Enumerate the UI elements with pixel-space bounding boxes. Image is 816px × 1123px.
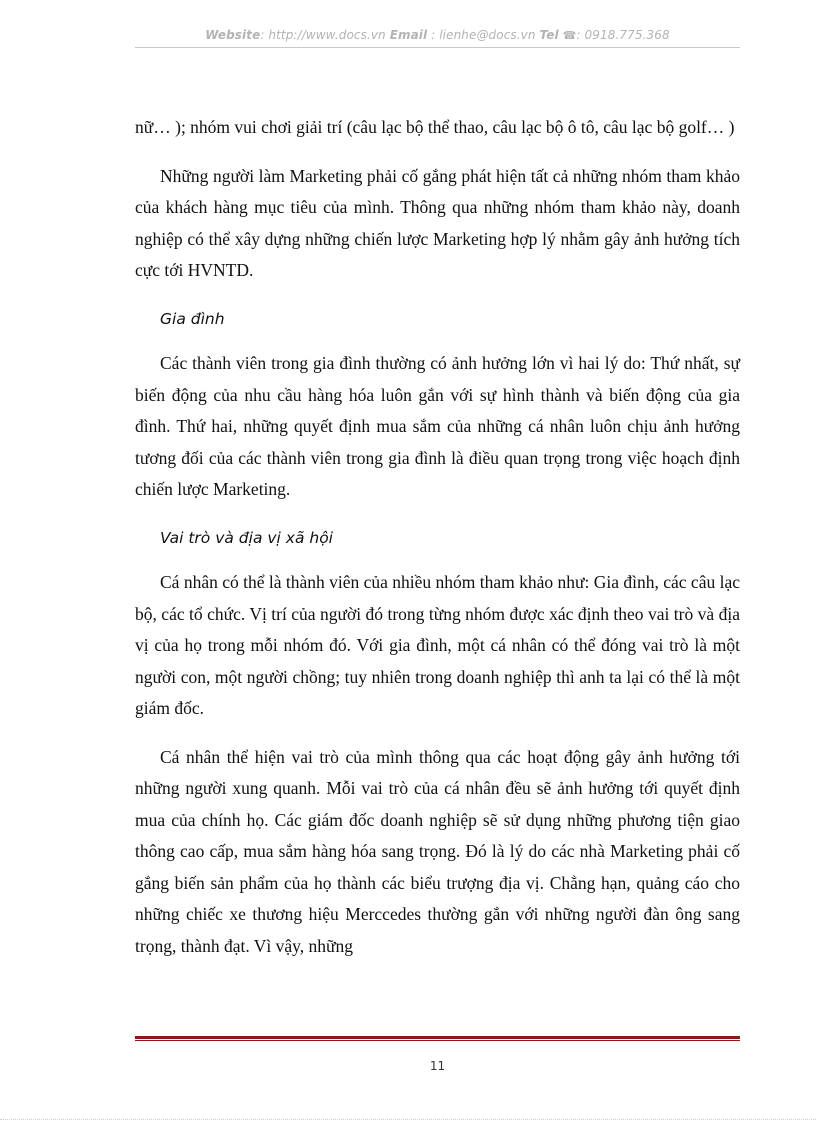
email-label: Email (389, 28, 428, 42)
document-body (135, 112, 740, 979)
paragraph: Cá nhân có thể là thành viên của nhiều nhóm tham khảo như: Gia đình, các câu lạc bộ, các tổ chức. Vị trí của người đó trong từng nhóm được xác định theo vai trò và địa vị của họ trong mỗi nhóm đó. Với gia đình, một cá nhân có thể đóng vai trò là một người con, một người chồng; tuy nhiên trong doanh nghiệp thì anh ta lại có thể là một giám đốc. (135, 572, 740, 718)
section-heading-role-status: Vai trò và địa vị xã hội (160, 528, 333, 547)
page-number: 11 (429, 1059, 446, 1073)
email-address: : lienhe@docs.vn (431, 28, 536, 42)
tel-number: : 0918.775.368 (576, 28, 670, 42)
paragraph: Những người làm Marketing phải cố gắng phát hiện tất cả những nhóm tham khảo của khách hàng mục tiêu của mình. Thông qua những nhóm tham khảo này, doanh nghiệp có thể xây dựng những chiến lược Marketing hợp lý nhằm gây ảnh hưởng tích cực tới HVNTD. (135, 165, 740, 280)
footer-divider-thin (135, 1040, 740, 1041)
tel-label: Tel (539, 28, 559, 42)
page-edge (0, 1119, 816, 1120)
page-header (135, 28, 740, 42)
footer-divider-thick (135, 1036, 740, 1039)
paragraph-continuation: nữ… ); nhóm vui chơi giải trí (câu lạc bộ thể thao, câu lạc bộ ô tô, câu lạc bộ golf… ) (135, 117, 735, 137)
section-heading-family: Gia đình (160, 309, 225, 328)
paragraph: Các thành viên trong gia đình thường có ảnh hưởng lớn vì hai lý do: Thứ nhất, sự biến động của nhu cầu hàng hóa luôn gắn với sự hình thành và biến động của gia đình. Thứ hai, những quyết định mua sắm của những cá nhân luôn chịu ảnh hưởng tương đối của các thành viên trong gia đình là điều quan trọng trong việc hoạch định chiến lược Marketing. (135, 353, 740, 499)
website-label: Website (205, 28, 261, 42)
website-url: : http://www.docs.vn (260, 28, 386, 42)
phone-icon: ☎ (562, 29, 577, 42)
paragraph: Cá nhân thể hiện vai trò của mình thông qua các hoạt động gây ảnh hưởng tới những người xung quanh. Mỗi vai trò của cá nhân đều sẽ ảnh hưởng tới quyết định mua của chính họ. Các giám đốc doanh nghiệp sẽ sử dụng những phương tiện giao thông cao cấp, mua sắm hàng hóa sang trọng. Đó là lý do các nhà Marketing phải cố gắng biến sản phẩm của họ thành các biểu trượng địa vị. Chẳng hạn, quảng cáo cho những chiếc xe thương hiệu Merccedes thường gắn với những người đàn ông sang trọng, thành đạt. Vì vậy, những (135, 746, 740, 956)
header-divider (135, 47, 740, 48)
